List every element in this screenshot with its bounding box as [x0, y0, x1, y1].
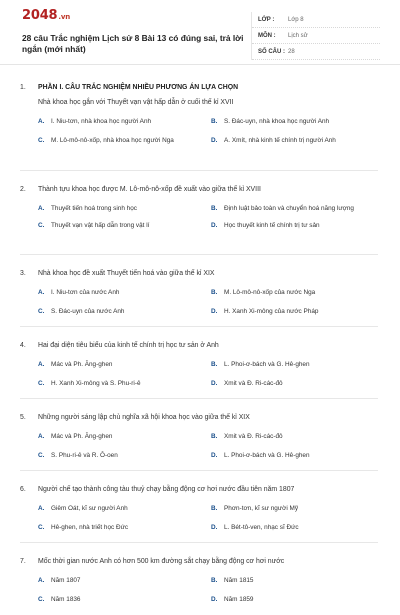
- option-text: S. Đác-uyn của nước Anh: [51, 308, 125, 315]
- option-b[interactable]: [211, 360, 378, 369]
- option-text: Mác và Ph. Ăng-ghen: [51, 433, 113, 440]
- logo-main: 2048: [22, 8, 58, 23]
- option-a[interactable]: [38, 576, 211, 585]
- option-d[interactable]: [211, 451, 378, 460]
- question-text: Nhà khoa học gắn với Thuyết vạn vật hấp dẫn ở cuối thế kỉ XVII: [38, 99, 234, 106]
- option-text: Mác và Ph. Ăng-ghen: [51, 361, 113, 368]
- option-b[interactable]: [211, 204, 378, 213]
- option-d[interactable]: [211, 136, 378, 145]
- option-text: Thuyết tiến hoá trong sinh học: [51, 205, 137, 212]
- question-number: 3.: [20, 270, 26, 277]
- option-text: H. Xanh Xi-mông và S. Phu-ri-ê: [51, 380, 141, 387]
- option-c[interactable]: [38, 379, 211, 388]
- site-logo[interactable]: [22, 8, 70, 23]
- option-letter: B.: [211, 205, 218, 212]
- option-b[interactable]: [211, 504, 378, 513]
- question-header: [20, 413, 378, 422]
- question-text: Hai đại diện tiêu biểu của kinh tế chính trị học tư sản ở Anh: [38, 342, 219, 349]
- option-text: Năm 1815: [224, 577, 254, 584]
- option-text: Hê-ghen, nhà triết học Đức: [51, 524, 129, 531]
- question-list: [0, 65, 400, 615]
- option-letter: B.: [211, 577, 218, 584]
- question-text-row: [20, 98, 378, 107]
- option-letter: A.: [38, 505, 45, 512]
- option-text: S. Phu-ri-ê và R. Ô-oen: [51, 452, 118, 459]
- option-c[interactable]: [38, 307, 211, 316]
- option-letter: B.: [211, 289, 218, 296]
- question-item: [20, 399, 378, 471]
- option-letter: D.: [211, 524, 218, 531]
- meta-label: SỐ CÂU :: [258, 48, 285, 55]
- question-number: 7.: [20, 558, 26, 565]
- option-text: Học thuyết kinh tế chính trị tư sản: [224, 222, 320, 229]
- question-header: [20, 269, 378, 278]
- question-number: 6.: [20, 486, 26, 493]
- option-a[interactable]: [38, 504, 211, 513]
- meta-row-subject: [252, 28, 380, 44]
- meta-value: Lịch sử: [288, 32, 308, 39]
- option-letter: B.: [211, 505, 218, 512]
- option-b[interactable]: [211, 117, 378, 126]
- option-text: S. Đác-uyn, nhà khoa học người Anh: [224, 118, 330, 125]
- option-text: A. Xmít, nhà kinh tế chính trị người Anh: [224, 137, 336, 144]
- meta-value: Lớp 8: [288, 16, 304, 23]
- option-letter: D.: [211, 137, 218, 144]
- question-item: [20, 327, 378, 399]
- question-header: [20, 341, 378, 350]
- option-a[interactable]: [38, 432, 211, 441]
- option-letter: A.: [38, 205, 45, 212]
- option-text: Năm 1807: [51, 577, 81, 584]
- option-letter: A.: [38, 433, 45, 440]
- option-letter: C.: [38, 524, 45, 531]
- option-text: Năm 1836: [51, 596, 81, 603]
- question-item: [20, 543, 378, 615]
- meta-label: MÔN :: [258, 32, 276, 39]
- option-d[interactable]: [211, 379, 378, 388]
- option-letter: C.: [38, 380, 45, 387]
- option-text: I. Niu-tơn của nước Anh: [51, 289, 120, 296]
- option-d[interactable]: [211, 523, 378, 532]
- option-b[interactable]: [211, 576, 378, 585]
- page-title: 28 câu Trắc nghiệm Lịch sử 8 Bài 13 có đúng sai, trả lời ngắn (mới nhất): [22, 33, 244, 54]
- question-item: [20, 471, 378, 543]
- option-letter: C.: [38, 137, 45, 144]
- option-text: Xmit và Đ. Ri-các-đô: [224, 380, 283, 387]
- options-grid: [20, 288, 378, 316]
- option-text: L. Bét-tô-ven, nhạc sĩ Đức: [224, 524, 299, 531]
- option-letter: A.: [38, 289, 45, 296]
- header: [0, 0, 400, 65]
- option-letter: C.: [38, 596, 45, 603]
- question-text: Những người sáng lập chủ nghĩa xã hội khoa học vào giữa thế kỉ XIX: [38, 414, 250, 421]
- option-c[interactable]: [38, 523, 211, 532]
- option-letter: D.: [211, 308, 218, 315]
- logo-suffix: .vn: [58, 13, 70, 21]
- option-a[interactable]: [38, 204, 211, 213]
- option-c[interactable]: [38, 136, 211, 145]
- option-text: M. Lô-mô-nô-xốp của nước Nga: [224, 289, 316, 296]
- option-letter: C.: [38, 222, 45, 229]
- option-letter: B.: [211, 433, 218, 440]
- options-grid: [20, 204, 378, 230]
- option-letter: A.: [38, 118, 45, 125]
- question-header: [20, 557, 378, 566]
- meta-row-count: [252, 44, 380, 60]
- question-number: 1.: [20, 84, 26, 91]
- option-text: Giêm Oát, kĩ sư người Anh: [51, 505, 128, 512]
- option-text: L. Phoi-ơ-bách và G. Hê-ghen: [224, 452, 310, 459]
- meta-value: 28: [288, 48, 295, 55]
- option-text: Định luật bảo toàn và chuyển hoá năng lượng: [224, 205, 354, 212]
- section-heading: PHẦN I. CÂU TRẮC NGHIỆM NHIỀU PHƯƠNG ÁN LỰA CHỌN: [38, 84, 239, 91]
- question-item: [20, 255, 378, 327]
- question-number: 4.: [20, 342, 26, 349]
- option-letter: D.: [211, 596, 218, 603]
- option-text: I. Niu-tơn, nhà khoa học người Anh: [51, 118, 152, 125]
- option-d[interactable]: [211, 221, 378, 230]
- option-text: Năm 1859: [224, 596, 254, 603]
- option-c[interactable]: [38, 221, 211, 230]
- question-header: [20, 185, 378, 194]
- option-a[interactable]: [38, 288, 211, 297]
- question-header: [20, 485, 378, 494]
- question-number: 5.: [20, 414, 26, 421]
- option-letter: C.: [38, 308, 45, 315]
- option-b[interactable]: [211, 288, 378, 297]
- option-text: M. Lô-mô-nô-xốp, nhà khoa học người Nga: [51, 137, 174, 144]
- question-item: [20, 171, 378, 255]
- meta-row-class: [252, 12, 380, 28]
- option-letter: D.: [211, 380, 218, 387]
- option-letter: A.: [38, 577, 45, 584]
- question-text: Mốc thời gian nước Anh có hơn 500 km đường sắt chạy bằng động cơ hơi nước: [38, 558, 285, 565]
- option-letter: C.: [38, 452, 45, 459]
- option-c[interactable]: [38, 451, 211, 460]
- question-text: Người chế tạo thành công tàu thuỷ chạy bằng động cơ hơi nước đầu tiên năm 1807: [38, 486, 295, 493]
- question-text: Nhà khoa học đề xuất Thuyết tiến hoá vào giữa thế kỉ XIX: [38, 270, 215, 277]
- question-item: [20, 65, 378, 171]
- meta-box: [251, 12, 380, 60]
- spacer: [20, 98, 38, 107]
- options-grid: [20, 360, 378, 388]
- option-text: L. Phoi-ơ-bách và G. Hê-ghen: [224, 361, 310, 368]
- option-letter: A.: [38, 361, 45, 368]
- question-header: [20, 83, 378, 92]
- options-grid: [20, 117, 378, 145]
- option-text: Phơn-tơn, kĩ sư người Mỹ: [224, 505, 299, 512]
- option-text: Thuyết vạn vật hấp dẫn trong vật lí: [51, 222, 150, 229]
- option-letter: B.: [211, 118, 218, 125]
- question-text: Thành tựu khoa học được M. Lô-mô-nô-xốp đề xuất vào giữa thế kỉ XVIII: [38, 186, 261, 193]
- question-number: 2.: [20, 186, 26, 193]
- options-grid: [20, 504, 378, 532]
- option-b[interactable]: [211, 432, 378, 441]
- option-a[interactable]: [38, 360, 211, 369]
- options-grid: [20, 432, 378, 460]
- option-letter: D.: [211, 452, 218, 459]
- option-letter: B.: [211, 361, 218, 368]
- option-letter: D.: [211, 222, 218, 229]
- meta-label: LỚP :: [258, 16, 275, 23]
- option-d[interactable]: [211, 307, 378, 316]
- option-text: Xmit và Đ. Ri-các-đô: [224, 433, 283, 440]
- option-a[interactable]: [38, 117, 211, 126]
- option-text: H. Xanh Xi-mông của nước Pháp: [224, 308, 319, 315]
